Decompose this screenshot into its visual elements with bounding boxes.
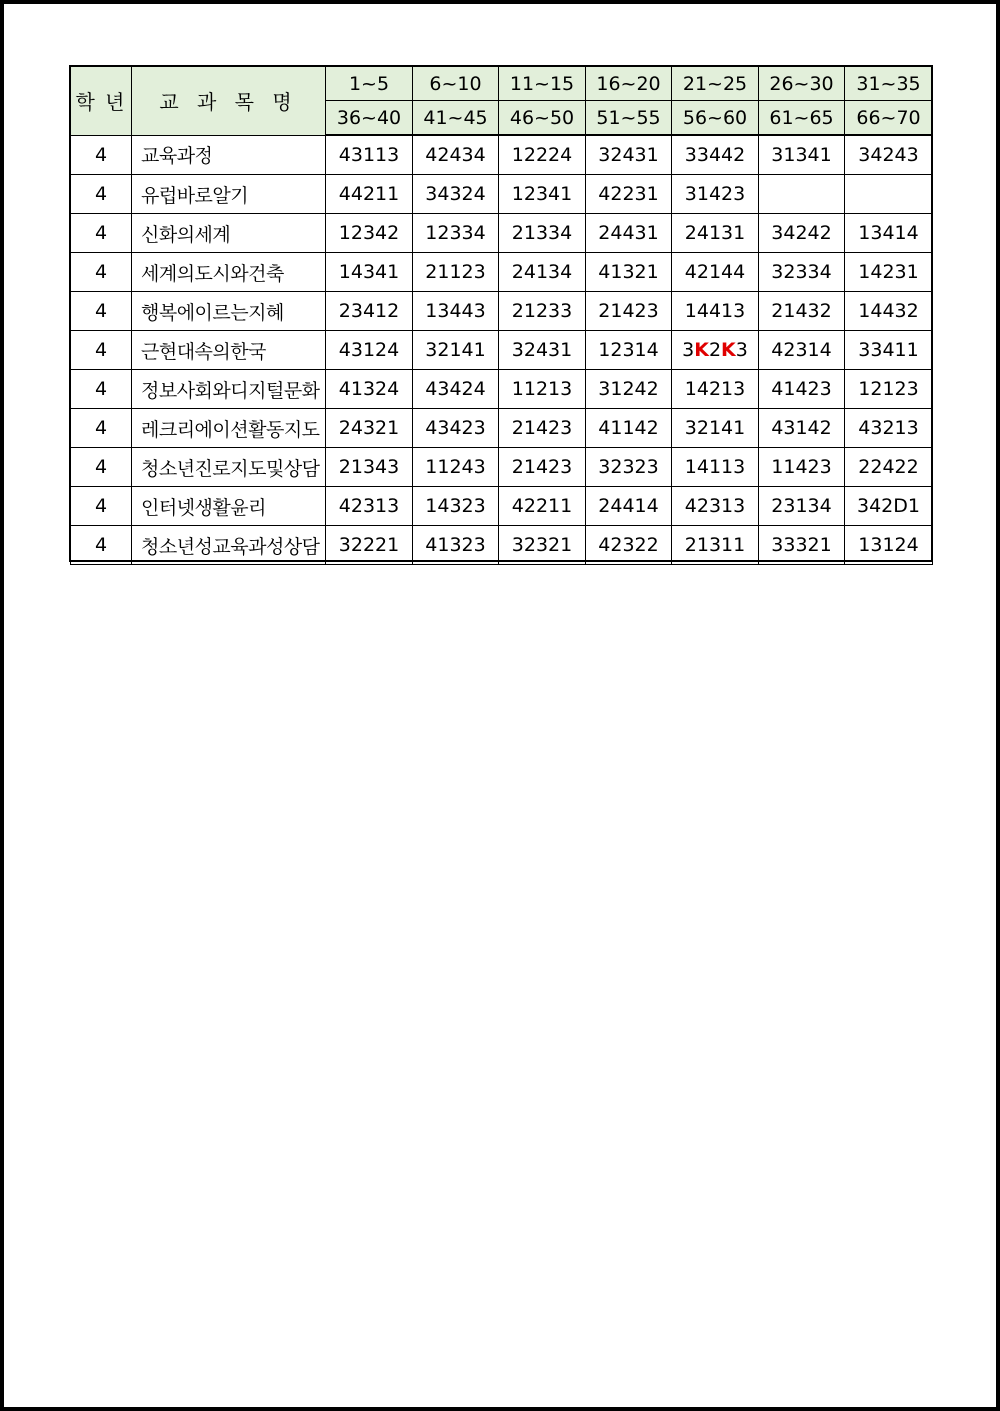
answer-cell [672,331,759,370]
answer-cell: 14323 [413,487,499,526]
range-header-top: 16~20 [586,67,672,101]
answer-cell: 21123 [413,253,499,292]
answer-cell: 14231 [845,253,933,292]
answer-cell: 12123 [845,370,933,409]
answer-cell: 21343 [326,448,413,487]
grade-cell: 4 [71,175,132,214]
answer-cell: 42313 [326,487,413,526]
answer-cell: 41321 [586,253,672,292]
range-header-bottom: 66~70 [845,101,933,136]
range-header-bottom: 56~60 [672,101,759,136]
grade-cell: 4 [71,526,132,565]
answer-cell: 43113 [326,135,413,175]
answer-cell: 42313 [672,487,759,526]
answer-cell: 32221 [326,526,413,565]
answer-cell: 24131 [672,214,759,253]
table-row [71,526,933,565]
answer-cell: 32321 [499,526,586,565]
answer-cell: 34243 [845,135,933,175]
subject-cell: 교육과정 [132,135,326,175]
range-header-top: 31~35 [845,67,933,101]
answer-cell: 42322 [586,526,672,565]
answer-cell: 21423 [586,292,672,331]
range-header-bottom: 46~50 [499,101,586,136]
range-header-bottom: 51~55 [586,101,672,136]
table-row [71,253,933,292]
grade-cell: 4 [71,370,132,409]
answer-cell: 14432 [845,292,933,331]
answer-cell: 42434 [413,135,499,175]
table-row [71,487,933,526]
range-header-top: 21~25 [672,67,759,101]
grade-cell: 4 [71,135,132,175]
answer-cell: 24431 [586,214,672,253]
table-row [71,135,933,175]
answer-cell: 12342 [326,214,413,253]
subject-cell: 신화의세계 [132,214,326,253]
answer-cell: 41324 [326,370,413,409]
answer-cell: 34324 [413,175,499,214]
grade-header: 학 년 [71,67,132,136]
answer-cell: 21423 [499,409,586,448]
answer-cell: 31242 [586,370,672,409]
answer-cell: 41142 [586,409,672,448]
answer-cell: 21423 [499,448,586,487]
answer-cell: 44211 [326,175,413,214]
grade-cell: 4 [71,292,132,331]
answer-cell: 24321 [326,409,413,448]
answer-cell: 43424 [413,370,499,409]
grade-cell: 4 [71,253,132,292]
answer-cell: 12341 [499,175,586,214]
answer-cell: 22422 [845,448,933,487]
subject-header: 교 과 목 명 [132,67,326,136]
grade-cell: 4 [71,214,132,253]
answer-cell: 43423 [413,409,499,448]
grade-cell: 4 [71,487,132,526]
answer-cell: 11213 [499,370,586,409]
answer-cell: 32431 [499,331,586,370]
answer-cell: 342D1 [845,487,933,526]
subject-cell: 레크리에이션활동지도 [132,409,326,448]
answer-cell: 13124 [845,526,933,565]
range-header-top: 11~15 [499,67,586,101]
subject-cell: 정보사회와디지털문화 [132,370,326,409]
subject-cell: 청소년성교육과성상담 [132,526,326,565]
answer-cell: 33411 [845,331,933,370]
header-row-top [71,67,933,101]
table-header [71,67,933,136]
range-header-top: 26~30 [759,67,845,101]
answer-char: 3 [682,339,695,361]
answer-cell: 21432 [759,292,845,331]
answer-cell: 23412 [326,292,413,331]
answer-cell: 12314 [586,331,672,370]
grade-cell: 4 [71,331,132,370]
table-row [71,448,933,487]
table-row [71,370,933,409]
answer-cell [759,175,845,214]
answer-cell: 11243 [413,448,499,487]
answer-cell: 43142 [759,409,845,448]
marked-answer-char: K [721,339,736,361]
answer-cell: 11423 [759,448,845,487]
answer-cell: 32431 [586,135,672,175]
grade-cell: 4 [71,409,132,448]
marked-answer-char: K [694,339,709,361]
answer-table [70,66,933,565]
table-row [71,175,933,214]
range-header-bottom: 61~65 [759,101,845,136]
answer-cell: 21233 [499,292,586,331]
answer-cell: 32323 [586,448,672,487]
table-body [71,135,933,565]
answer-cell: 12334 [413,214,499,253]
answer-cell: 21311 [672,526,759,565]
subject-cell: 행복에이르는지혜 [132,292,326,331]
subject-cell: 근현대속의한국 [132,331,326,370]
answer-cell: 43124 [326,331,413,370]
grade-cell: 4 [71,448,132,487]
answer-cell [845,175,933,214]
subject-cell: 유럽바로알기 [132,175,326,214]
answer-cell: 24134 [499,253,586,292]
answer-cell: 21334 [499,214,586,253]
answer-cell: 42211 [499,487,586,526]
answer-cell: 14413 [672,292,759,331]
table-row [71,214,933,253]
answer-cell: 42314 [759,331,845,370]
answer-cell: 14341 [326,253,413,292]
answer-cell: 34242 [759,214,845,253]
table-row [71,331,933,370]
answer-cell: 33321 [759,526,845,565]
answer-cell: 14113 [672,448,759,487]
answer-cell: 32141 [672,409,759,448]
subject-cell: 청소년진로지도및상담 [132,448,326,487]
answer-cell: 12224 [499,135,586,175]
answer-char: 3 [735,339,748,361]
answer-cell: 13414 [845,214,933,253]
answer-char: 2 [708,339,722,361]
answer-cell: 24414 [586,487,672,526]
subject-cell: 인터넷생활윤리 [132,487,326,526]
answer-cell: 41323 [413,526,499,565]
range-header-top: 6~10 [413,67,499,101]
answer-cell: 32334 [759,253,845,292]
range-header-bottom: 36~40 [326,101,413,136]
answer-cell: 13443 [413,292,499,331]
answer-cell: 31423 [672,175,759,214]
answer-cell: 42231 [586,175,672,214]
answer-cell: 43213 [845,409,933,448]
answer-cell: 32141 [413,331,499,370]
answer-cell: 42144 [672,253,759,292]
answer-cell: 41423 [759,370,845,409]
answer-cell: 23134 [759,487,845,526]
table-row [71,409,933,448]
table-row [71,292,933,331]
answer-cell: 14213 [672,370,759,409]
range-header-top: 1~5 [326,67,413,101]
subject-cell: 세계의도시와건축 [132,253,326,292]
answer-cell: 33442 [672,135,759,175]
range-header-bottom: 41~45 [413,101,499,136]
answer-cell: 31341 [759,135,845,175]
